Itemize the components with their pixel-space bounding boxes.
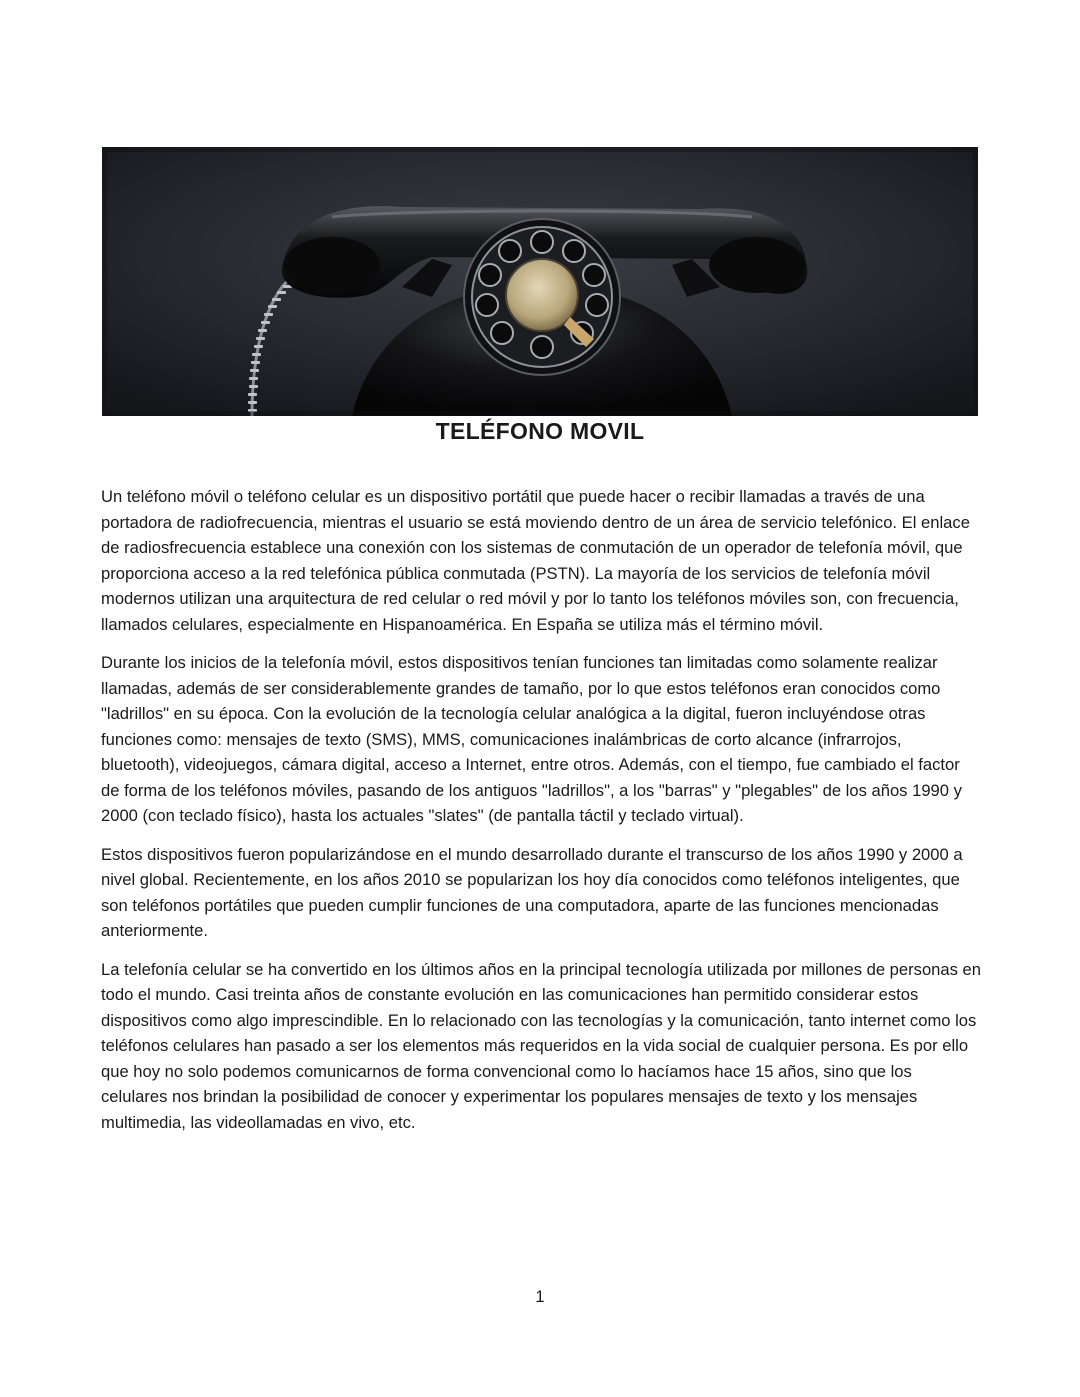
rotary-telephone-illustration — [102, 147, 978, 416]
rotary-dial — [464, 219, 620, 375]
paragraph-1: Un teléfono móvil o teléfono celular es un dispositivo portátil que puede hacer o recibir llamadas a través de una portadora de radiofrecuencia, mientras el usuario se está moviendo dentro de un área de servicio telefónico. El enlace de radiosfrecuencia establece una conexión con los sistemas de conmutación de un operador de telefonía móvil, que proporciona acceso a la red telefónica pública conmutada (PSTN). La mayoría de los servicios de telefonía móvil modernos utilizan una arquitectura de red celular o red móvil y por lo tanto los teléfonos móviles son, con frecuencia, llamados celulares, especialmente en Hispanoamérica. En España se utiliza más el término móvil. — [101, 487, 970, 634]
paragraph-4: La telefonía celular se ha convertido en los últimos años en la principal tecnología utilizada por millones de personas en todo el mundo. Casi treinta años de constante evolución en las comunicaciones han permitido considerar estos dispositivos como algo imprescindible. En lo relacionado con las tecnologías y la comunicación, tanto internet como los teléfonos celulares han pasado a ser los elementos más requeridos en la vida social de cualquier persona. Es por ello que hoy no solo podemos comunicarnos de forma convencional como lo hacíamos hace 15 años, sino que los celulares nos brindan la posibilidad de conocer y experimentar los populares mensajes de texto y los mensajes multimedia, las videollamadas en vivo, etc. — [101, 959, 982, 1132]
document-title: TELÉFONO MOVIL — [435, 418, 645, 444]
page-number: 1 — [535, 1288, 545, 1306]
paragraph-3: Estos dispositivos fueron popularizándose en el mundo desarrollado durante el transcurso de los años 1990 y 2000 a nivel global. Recientemente, en los años 2010 se popularizan los hoy día conocidos como teléfonos inteligentes, que son teléfonos portátiles que pueden cumplir funciones de una computadora, aparte de las funciones mencionadas anteriormente. — [101, 844, 963, 940]
header-photo-rotary-telephone — [102, 147, 978, 416]
paragraph-2: Durante los inicios de la telefonía móvil, estos dispositivos tenían funciones tan limitadas como solamente realizar llamadas, además de ser considerablemente grandes de tamaño, por lo que estos teléfonos eran conocidos como "ladrillos" en su época. Con la evolución de la tecnología celular analógica a la digital, fueron incluyéndose otras funciones como: mensajes de texto (SMS), MMS, comunicaciones inalámbricas de corto alcance (infrarrojos, bluetooth), videojuegos, cámara digital, acceso a Internet, entre otros. Además, con el tiempo, fue cambiado el factor de forma de los teléfonos móviles, pasando de los antiguos "ladrillos", a los "barras" y "plegables" de los años 1990 y 2000 (con teclado físico), hasta los actuales "slates" (de pantalla táctil y teclado virtual). — [101, 653, 962, 825]
document-body — [101, 484, 981, 1148]
